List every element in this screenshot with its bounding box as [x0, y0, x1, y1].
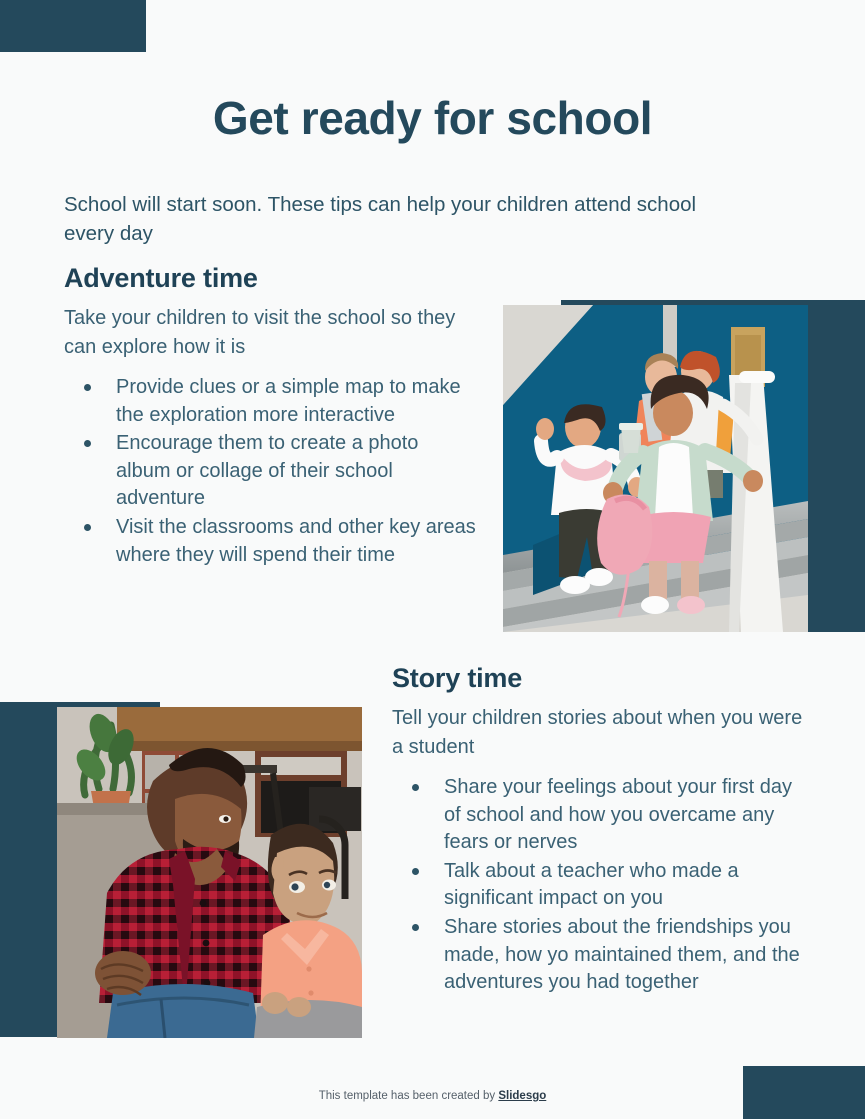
section-lead-story: Tell your children stories about when you were a student	[392, 707, 803, 759]
bullet-list-story	[392, 774, 804, 997]
list-item: Share your feelings about your first day of school and how you overcame any fears or nerves	[392, 774, 804, 857]
section-heading-adventure: Adventure time	[64, 263, 258, 293]
bullet-list-adventure	[64, 374, 476, 569]
photo-father-and-son-talking	[57, 707, 362, 1038]
section-lead-adventure: Take your children to visit the school so they can explore how it is	[64, 307, 456, 359]
list-item: Provide clues or a simple map to make the exploration more interactive	[64, 374, 476, 429]
decoration-top-left-block	[0, 0, 146, 52]
list-item: Encourage them to create a photo album or collage of their school adventure	[64, 430, 476, 513]
list-item: Share stories about the friendships you made, how yo maintained them, and the adventures you had together	[392, 914, 804, 997]
intro-paragraph: School will start soon. These tips can help your children attend school every day	[64, 192, 697, 246]
photo-children-running-down-school-stairs	[503, 305, 808, 632]
section-story-time	[392, 662, 804, 998]
slidesgo-link[interactable]: Slidesgo	[498, 1090, 547, 1102]
section-adventure-time	[64, 262, 476, 570]
footer-credit	[0, 1090, 865, 1102]
footer-credit-text: This template has been created by	[318, 1090, 496, 1102]
list-item: Talk about a teacher who made a significant impact on you	[392, 858, 804, 913]
section-heading-story: Story time	[392, 663, 523, 693]
page-title: Get ready for school	[212, 91, 653, 144]
list-item: Visit the classrooms and other key areas where they will spend their time	[64, 514, 476, 569]
